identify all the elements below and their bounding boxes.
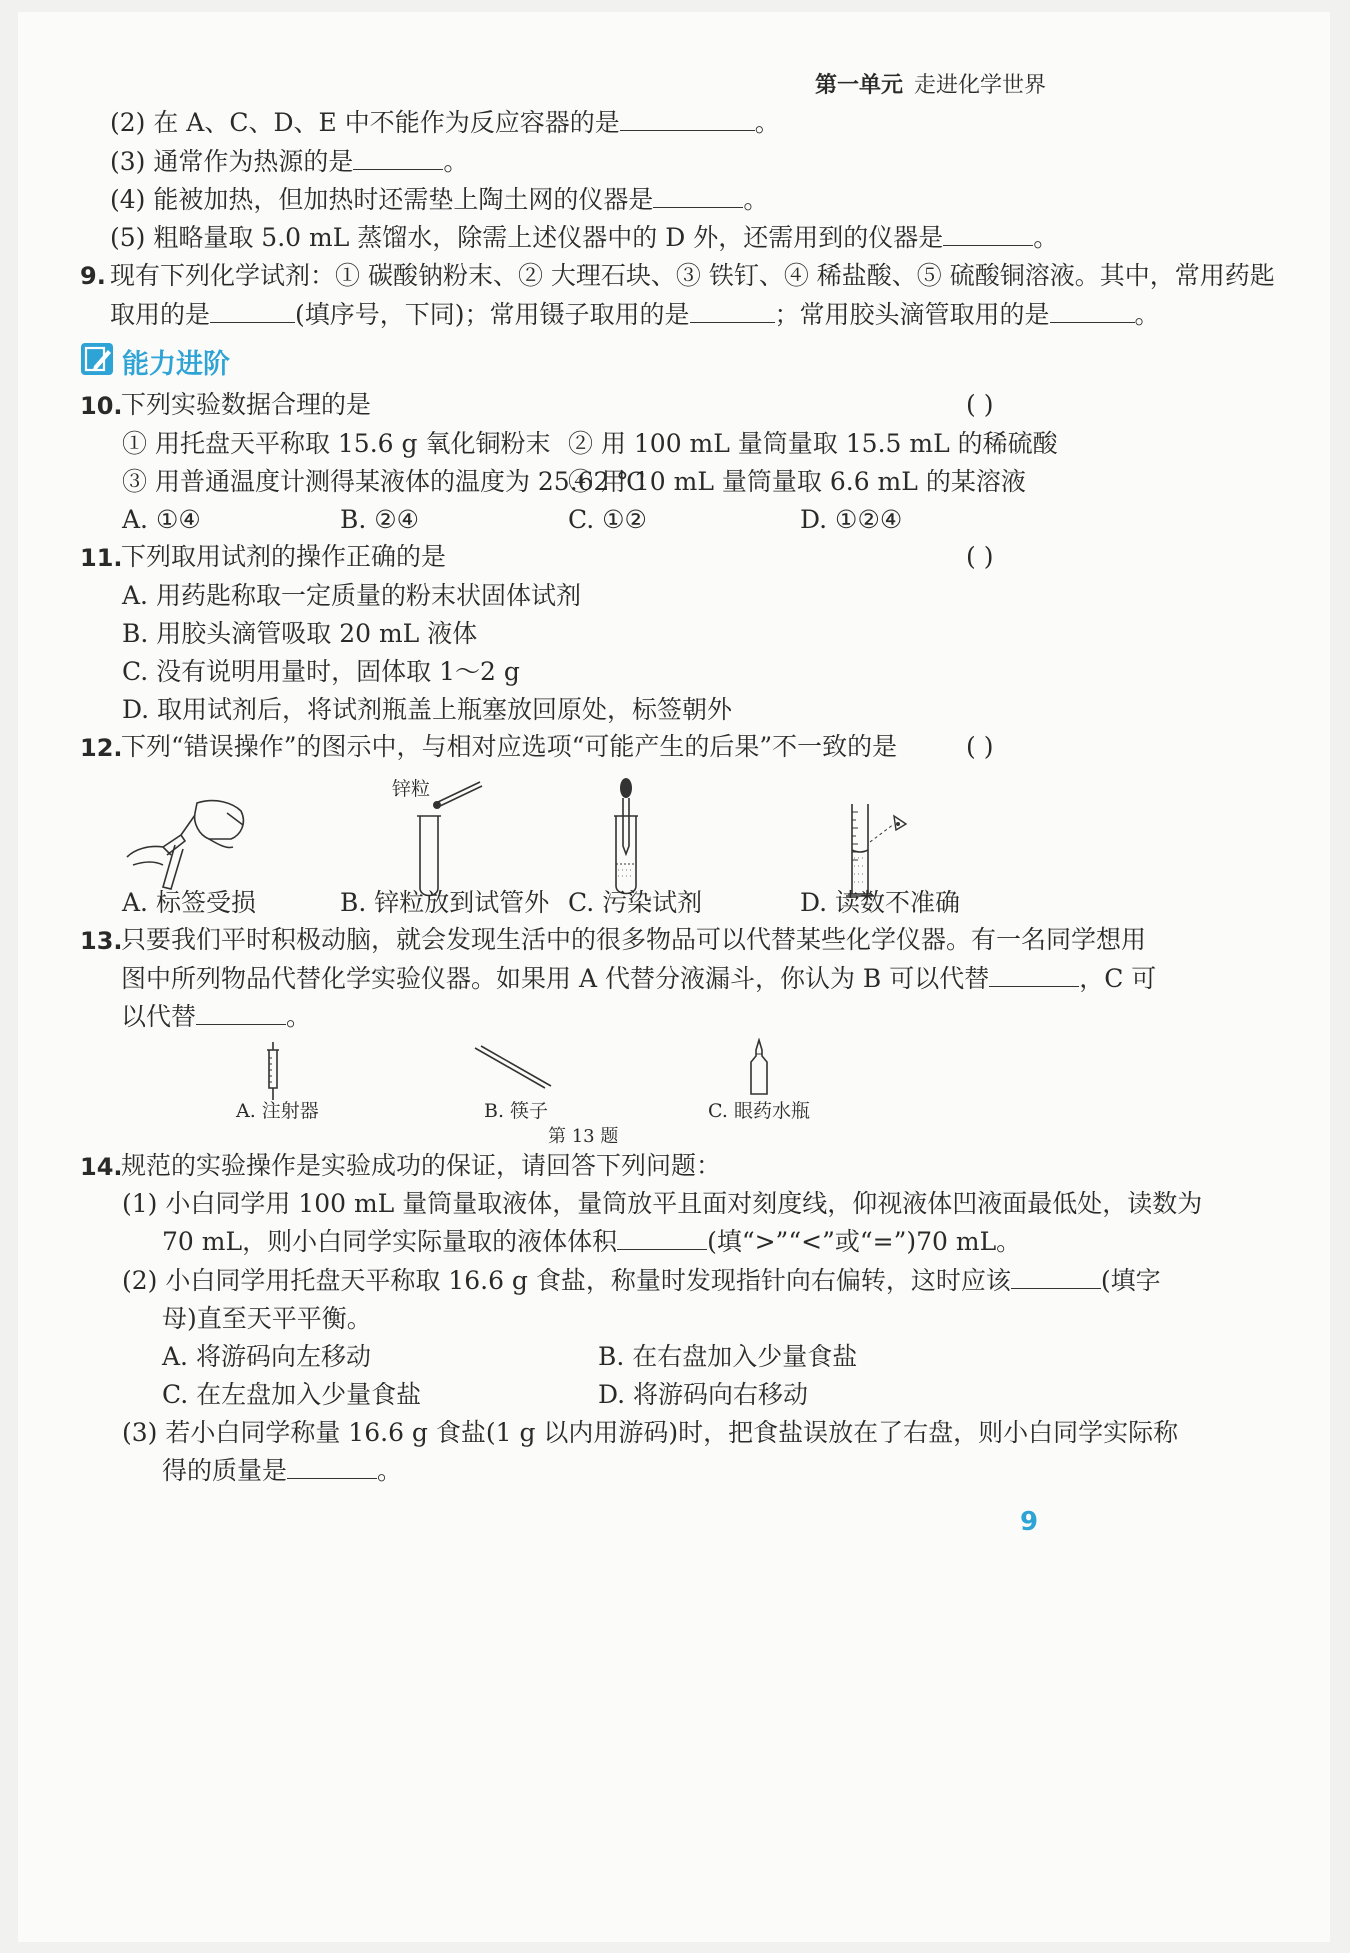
answer-blank[interactable]: [617, 1227, 707, 1250]
answer-blank[interactable]: [653, 185, 743, 208]
answer-blank[interactable]: [690, 300, 775, 323]
eyedrop-bottle-icon: [744, 1038, 774, 1098]
q14-stem: 规范的实验操作是实验成功的保证，请回答下列问题：: [121, 1151, 722, 1180]
q12-option-b[interactable]: B. 锌粒放到试管外: [340, 888, 550, 917]
q14-option-c[interactable]: C. 在左盘加入少量食盐: [162, 1380, 422, 1409]
q8-part3: (3) 通常作为热源的是 。: [110, 147, 469, 176]
answer-blank[interactable]: [943, 223, 1033, 246]
question-number: 11.: [80, 544, 123, 572]
answer-blank[interactable]: [210, 300, 295, 323]
answer-blank[interactable]: [989, 964, 1079, 987]
figure-caption: 第 13 题: [548, 1126, 619, 1147]
question-number: 10.: [80, 392, 123, 420]
answer-blank[interactable]: [196, 1002, 286, 1025]
question-number: 14.: [80, 1153, 123, 1181]
answer-bracket[interactable]: ( ): [966, 732, 994, 761]
caption-chopsticks: B. 筷子: [484, 1100, 549, 1122]
q10-option-d[interactable]: D. ①②④: [800, 505, 903, 534]
q11-option-c[interactable]: C. 没有说明用量时，固体取 1～2 g: [122, 657, 520, 686]
caption-syringe: A. 注射器: [236, 1100, 319, 1122]
zinc-granule-label: 锌粒: [392, 778, 431, 800]
q14-option-d[interactable]: D. 将游码向右移动: [598, 1380, 809, 1409]
cylinder-reading-figure: [840, 802, 920, 902]
zinc-test-tube-figure: [406, 780, 486, 900]
q14-part1-line1: (1) 小白同学用 100 mL 量筒量取液体，量筒放平且面对刻度线，仰视液体凹液面最低处，读数为: [122, 1189, 1203, 1218]
q12-option-d[interactable]: D. 读数不准确: [800, 888, 961, 917]
page-number: 9: [1020, 1507, 1039, 1537]
section-title: 能力进阶: [122, 349, 230, 380]
q10-option-c[interactable]: C. ①②: [568, 505, 647, 534]
q11-option-d[interactable]: D. 取用试剂后，将试剂瓶盖上瓶塞放回原处，标签朝外: [122, 695, 733, 724]
q14-option-b[interactable]: B. 在右盘加入少量食盐: [598, 1342, 858, 1371]
q9-line1: 现有下列化学试剂：① 碳酸钠粉末、② 大理石块、③ 铁钉、④ 稀盐酸、⑤ 硫酸铜溶液。其中，常用药匙: [110, 261, 1275, 290]
q10-option-a[interactable]: A. ①④: [122, 505, 201, 534]
answer-blank[interactable]: [1050, 300, 1135, 323]
q9-line2: 取用的是 (填序号，下同)；常用镊子取用的是 ；常用胶头滴管取用的是 。: [110, 300, 1160, 329]
question-number: 13.: [80, 927, 123, 955]
question-number: 12.: [80, 734, 123, 762]
answer-blank[interactable]: [1011, 1266, 1101, 1289]
q10-option-b[interactable]: B. ②④: [340, 505, 420, 534]
pouring-liquid-figure: [123, 795, 253, 895]
q14-part3-line2: 得的质量是 。: [162, 1456, 403, 1485]
chopsticks-icon: [473, 1044, 553, 1094]
q14-part2-line2: 母)直至天平平衡。: [162, 1304, 372, 1333]
q11-option-a[interactable]: A. 用药匙称取一定质量的粉末状固体试剂: [122, 581, 581, 610]
answer-bracket[interactable]: ( ): [966, 542, 994, 571]
q14-part3-line1: (3) 若小白同学称量 16.6 g 食盐(1 g 以内用游码)时，把食盐误放在了右盘，则小白同学实际称: [122, 1418, 1179, 1447]
q10-statement-3: ③ 用普通温度计测得某液体的温度为 25.62 ℃: [122, 467, 646, 496]
dropper-test-tube-figure: [606, 776, 646, 900]
header-title: 走进化学世界: [914, 73, 1047, 98]
answer-blank[interactable]: [620, 108, 755, 131]
q13-line2: 图中所列物品代替化学实验仪器。如果用 A 代替分液漏斗，你认为 B 可以代替 ，C 可: [121, 964, 1157, 993]
q11-option-b[interactable]: B. 用胶头滴管吸取 20 mL 液体: [122, 619, 478, 648]
q14-part2-line1: (2) 小白同学用托盘天平称取 16.6 g 食盐，称量时发现指针向右偏转，这时应该 (填字: [122, 1266, 1161, 1295]
pencil-icon: [80, 342, 114, 376]
q10-stem: 下列实验数据合理的是: [121, 390, 372, 419]
q10-statement-4: ④ 用 10 mL 量筒量取 6.6 mL 的某溶液: [568, 467, 1026, 496]
answer-blank[interactable]: [353, 147, 443, 170]
q11-stem: 下列取用试剂的操作正确的是: [121, 542, 447, 571]
question-number: 9.: [80, 262, 106, 290]
q12-option-c[interactable]: C. 污染试剂: [568, 888, 703, 917]
syringe-icon: [258, 1042, 288, 1102]
q13-line1: 只要我们平时积极动脑，就会发现生活中的很多物品可以代替某些化学仪器。有一名同学想用: [121, 925, 1147, 954]
q8-part5: (5) 粗略量取 5.0 mL 蒸馏水，除需上述仪器中的 D 外，还需用到的仪器是 。: [110, 223, 1059, 252]
q10-statement-2: ② 用 100 mL 量筒量取 15.5 mL 的稀硫酸: [568, 429, 1058, 458]
q12-stem: 下列“错误操作”的图示中，与相对应选项“可能产生的后果”不一致的是: [121, 732, 898, 761]
answer-bracket[interactable]: ( ): [966, 390, 994, 419]
q14-part1-line2: 70 mL，则小白同学实际量取的液体体积 (填“>”“<”或“=”)70 mL。: [162, 1227, 1022, 1256]
answer-blank[interactable]: [287, 1456, 377, 1479]
q8-part4: (4) 能被加热，但加热时还需垫上陶土网的仪器是 。: [110, 185, 769, 214]
caption-eyedrop-bottle: C. 眼药水瓶: [708, 1100, 810, 1122]
q13-line3: 以代替 。: [121, 1002, 312, 1031]
page: [18, 12, 1330, 1942]
header-unit: 第一单元: [815, 73, 904, 98]
q12-option-a[interactable]: A. 标签受损: [122, 888, 256, 917]
q10-statement-1: ① 用托盘天平称取 15.6 g 氧化铜粉末: [122, 429, 551, 458]
q14-option-a[interactable]: A. 将游码向左移动: [162, 1342, 371, 1371]
q8-part2: (2) 在 A、C、D、E 中不能作为反应容器的是 。: [110, 108, 780, 137]
